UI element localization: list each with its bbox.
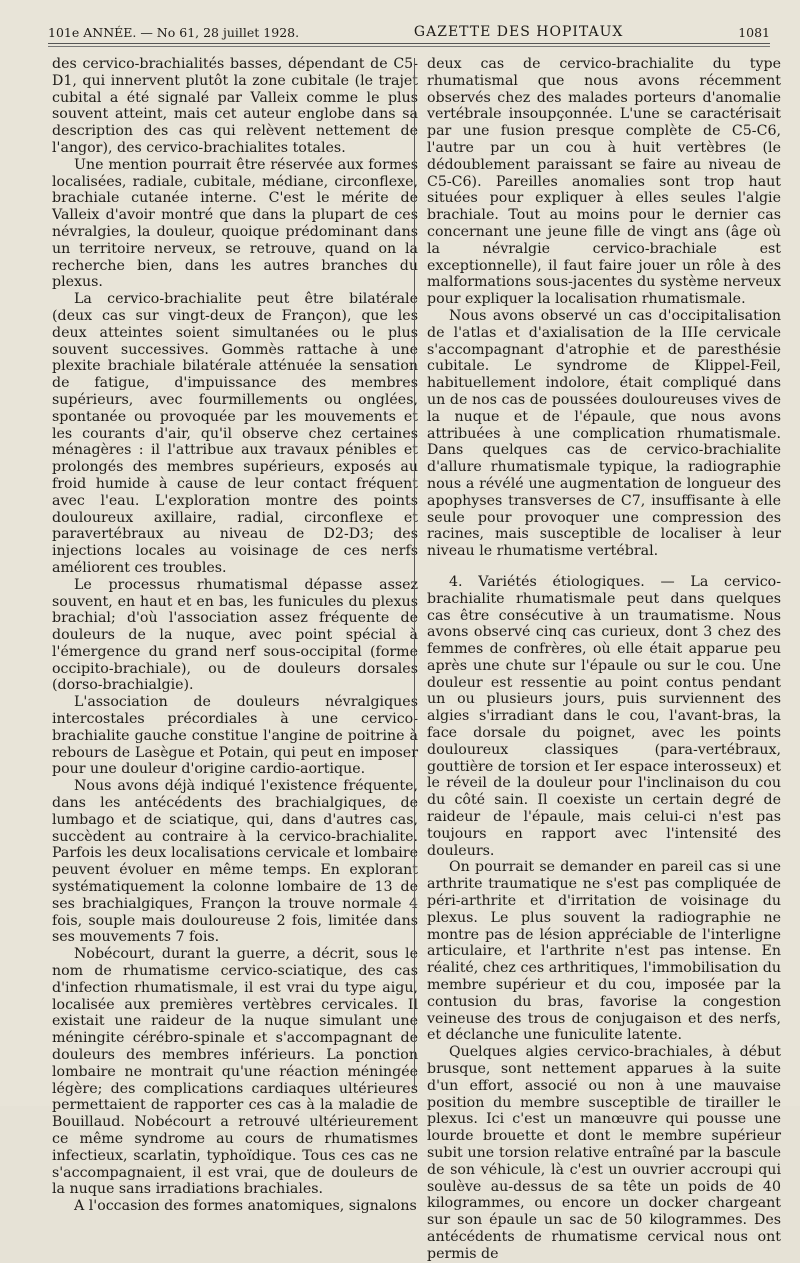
journal-title: GAZETTE DES HOPITAUX [413,24,624,40]
page-header [48,14,770,44]
paragraph: Nous avons déjà indiqué l'existence fréquente, dans les antécédents des brachialgiques, de lumbago et de sciatique, qui, dans d'autres cas, succèdent au contraire à la cervico-brachialite. Parfois les deux localisations cervicale et lombaire peuvent évoluer en même temps. En explorant systématiquement la colonne lombaire de 13 de ses brachialgiques, Françon la trouve normale 4 fois, souple mais douloureuse 2 fois, limitée dans ses mouvements 7 fois. [52,778,418,946]
issue-info: 101e ANNÉE. — No 61, 28 juillet 1928. [48,25,300,40]
left-column [52,56,418,1215]
right-column [427,56,781,1263]
paragraph: On pourrait se demander en pareil cas si une arthrite traumatique ne s'est pas compliquée de péri-arthrite et d'irritation de voisinage du plexus. Le plus souvent la radiographie ne montre pas de lésion appréciable de l'interligne articulaire, et l'arthrite n'est pas intense. En réalité, chez ces arthritiques, l'immobilisation du membre supérieur et du cou, imposée par la contusion du bras, favorise la congestion veineuse des trous de conjugaison et des nerfs, et déclanche une funiculite latente. [427,859,781,1044]
paragraph: deux cas de cervico-brachialite du type rhumatismal que nous avons récemment observés chez des malades porteurs d'anomalie vertébrale insoupçonnée. L'une se caractérisait par une fusion presque complète de C5-C6, l'autre par un cou à huit vertèbres (le dédoublement paraissant se faire au niveau de C5-C6). Pareilles anomalies sont trop haut situées pour expliquer à elles seules l'algie brachiale. Tout au moins pour le dernier cas concernant une jeune fille de vingt ans (âge où la névralgie cervico-brachiale est exceptionnelle), il faut faire jouer un rôle à des malformations sous-jacentes du système nerveux pour expliquer la localisation rhumatismale. [427,56,781,308]
paragraph: Quelques algies cervico-brachiales, à début brusque, sont nettement apparues à la suite d'un effort, associé ou non à une mauvaise position du membre susceptible de tirailler le plexus. Ici c'est un manœuvre qui pousse une lourde brouette et dont le membre supérieur subit une torsion relative entraîné par la bascule de son véhicule, là c'est un ouvrier accroupi qui soulève au-dessus de sa tête un poids de 40 kilogrammes, ou encore un docker chargeant sur son épaule un sac de 50 kilogrammes. Des antécédents de rhumatisme cervical nous ont permis de [427,1044,781,1262]
paragraph: L'association de douleurs névralgiques intercostales précordiales à une cervico-brachialite gauche constitue l'angine de poitrine à rebours de Lasègue et Potain, qui peut en imposer pour une douleur d'origine cardio-aortique. [52,694,418,778]
paragraph: Nous avons observé un cas d'occipitalisation de l'atlas et d'axialisation de la IIIe cervicale s'accompagnant d'atrophie et de paresthésie cubitale. Le syndrome de Klippel-Feil, habituellement indolore, était compliqué dans un de nos cas de poussées douloureuses vives de la nuque et de l'épaule, que nous avons attribuées à une complication rhumatismale. Dans quelques cas de cervico-brachialite d'allure rhumatismale typique, la radiographie nous a révélé une augmentation de longueur des apophyses transverses de C7, insuffisante à elle seule pour provoquer une compression des racines, mais susceptible de localiser à leur niveau le rhumatisme vertébral. [427,307,781,560]
paragraph: Une mention pourrait être réservée aux formes localisées, radiale, cubitale, médiane, circonflexe, brachiale cutanée interne. C'est le mérite de Valleix d'avoir montré que dans la plupart de ces névralgies, la douleur, quoique prédominant dans un territoire nerveux, se retrouve, quand on la recherche bien, dans les autres branches du plexus. [52,156,418,291]
header-divider [48,46,770,47]
paragraph: Nobécourt, durant la guerre, a décrit, sous le nom de rhumatisme cervico-sciatique, des cas d'infection rhumatismale, il est vrai du type aigu, localisée aux premières vertèbres cervicales. Il existait une raideur de la nuque simulant une méningite cérébro-spinale et s'accompagnant de douleurs des membres inférieurs. La ponction lombaire ne montrait qu'une réaction méningée légère; des complications cardiaques ultérieures permettaient de rapporter ces cas à la maladie de Bouillaud. Nobécourt a retrouvé ultérieurement ce même syndrome au cours de rhumatismes infectieux, scarlatin, typhoïdique. Tous ces cas ne s'accompagnaient, il est vrai, que de douleurs de la nuque sans irradiations brachiales. [52,946,418,1198]
section-paragraph: 4. Variétés étiologiques. — La cervico-brachialite rhumatismale peut dans quelques cas être consécutive à un traumatisme. Nous avons observé cinq cas curieux, dont 3 chez des femmes de confrères, où elle était apparue peu après une chute sur l'épaule ou sur le cou. Une douleur est ressentie au point contus pendant un ou plusieurs jours, puis surviennent des algies s'irradiant dans le cou, l'avant-bras, la face dorsale du poignet, avec les points douloureux classiques (para-vertébraux, gouttière de torsion et Ier espace interosseux) et le réveil de la douleur pour l'inclinaison du cou du côté sain. Il coexiste un certain degré de raideur de l'épaule, mais celui-ci n'est pas toujours en rapport avec l'intensité des douleurs. [427,573,781,859]
paragraph: La cervico-brachialite peut être bilatérale (deux cas sur vingt-deux de Françon), que les deux atteintes soient simultanées ou le plus souvent successives. Gommès rattache à une plexite brachiale bilatérale atténuée la sensation de fatigue, d'impuissance des membres supérieurs, avec fourmillements ou onglées, spontanée ou provoquée par les mouvements et les courants d'air, qu'il observe chez certaines ménagères : il l'attribue aux travaux pénibles et prolongés des membres supérieurs, exposés au froid humide à cause de leur contact fréquent avec l'eau. L'exploration montre des points douloureux axillaire, radial, circonflexe et paravertébraux au niveau de D2-D3; des injections locales au voisinage de ces nerfs améliorent ces troubles. [52,291,418,576]
paragraph: A l'occasion des formes anatomiques, signalons [74,1198,417,1215]
column-divider [414,58,415,1088]
paragraph: Le processus rhumatismal dépasse assez souvent, en haut et en bas, les funicules du plexus brachial; d'où l'association assez fréquente de douleurs de la nuque, avec point spécial à l'émergence du grand nerf sous-occipital (forme occipito-brachiale), ou de douleurs dorsales (dorso-brachialgie). [52,576,418,694]
page-number: 1081 [738,25,770,40]
paragraph: des cervico-brachialités basses, dépendant de C5-D1, qui innervent plutôt la zone cubitale (le trajet cubital a été signalé par Valleix comme le plus souvent atteint, mais cet auteur englobe dans sa description des cas qui relèvent nettement de l'angor), des cervico-brachialites totales. [52,56,418,156]
